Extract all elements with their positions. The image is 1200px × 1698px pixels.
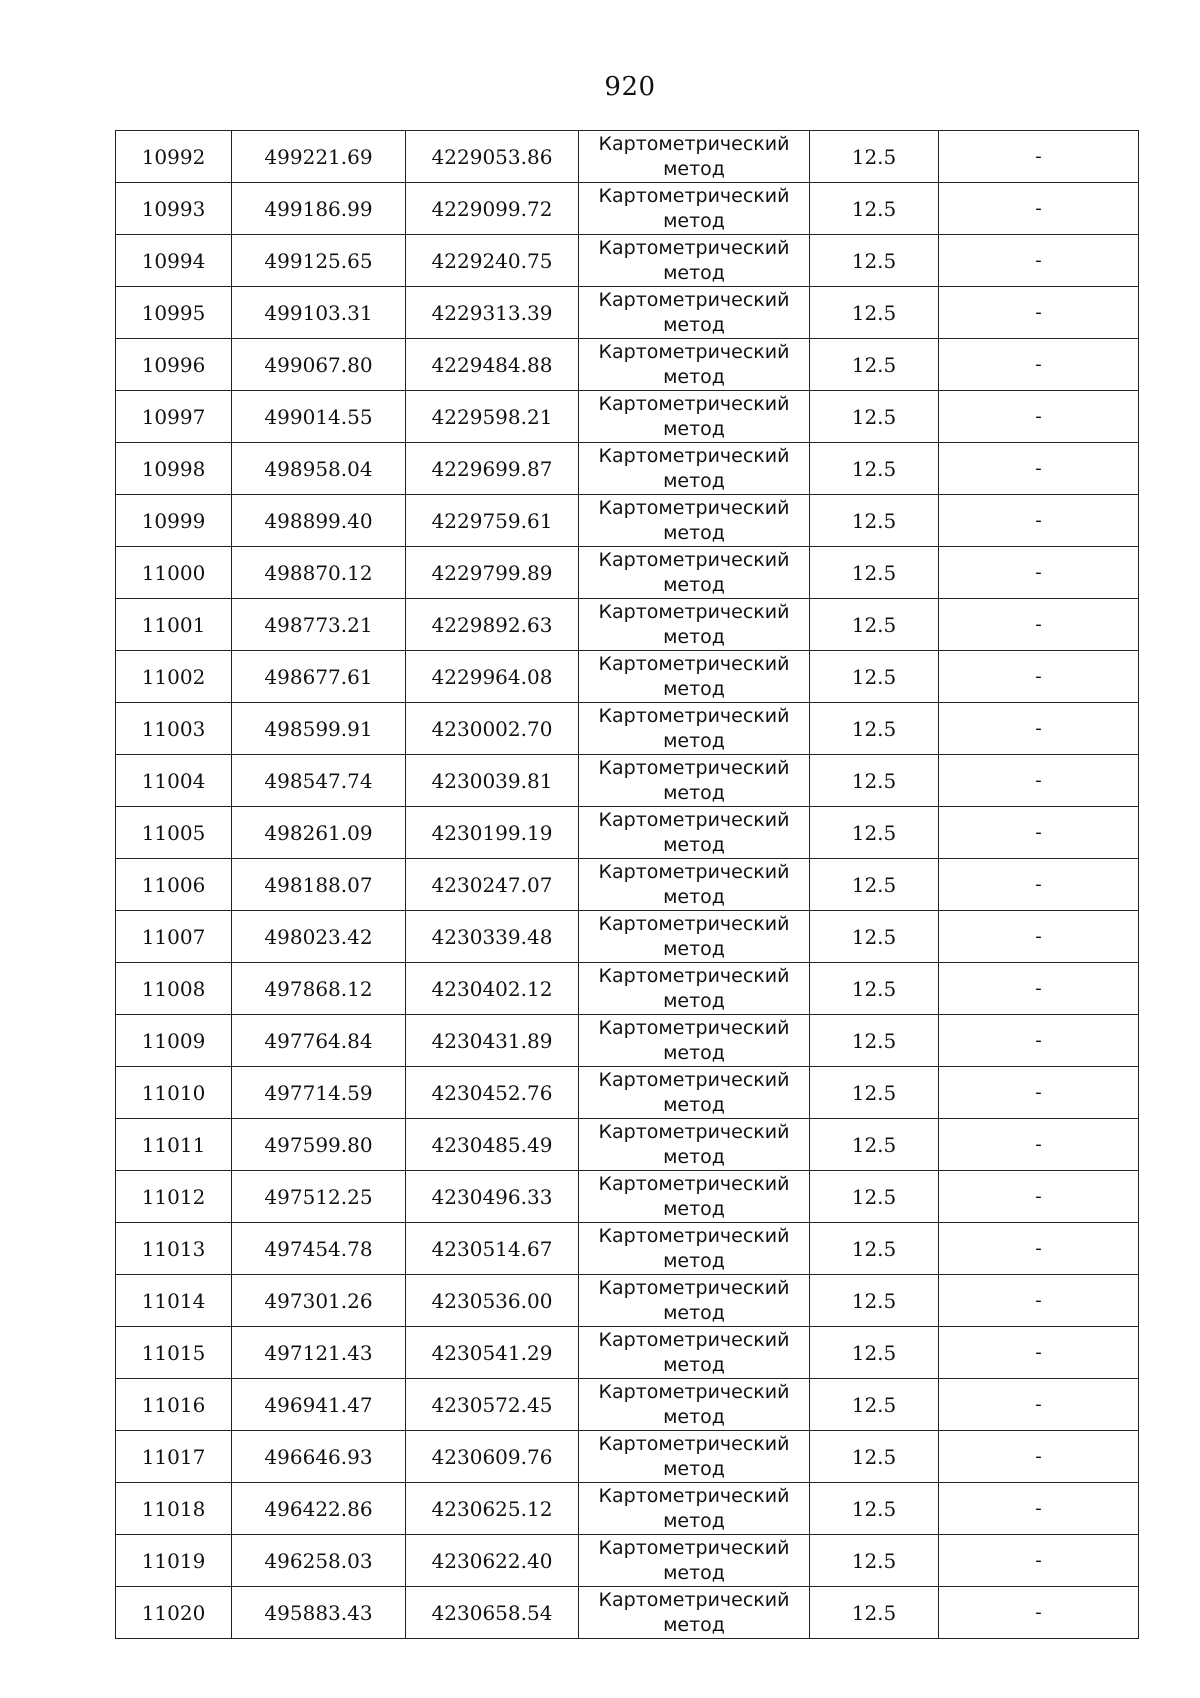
- method-line-1: Картометрический: [598, 444, 790, 467]
- x-coordinate-cell: 497764.84: [232, 1015, 406, 1067]
- point-number-cell: 11000: [116, 547, 232, 599]
- method-line-2: метод: [663, 365, 725, 388]
- table-row: [116, 1379, 1139, 1431]
- accuracy-cell: 12.5: [810, 1327, 939, 1379]
- point-number-cell: 10995: [116, 287, 232, 339]
- y-coordinate-cell: 4230622.40: [406, 1535, 579, 1587]
- x-coordinate-cell: 496422.86: [232, 1483, 406, 1535]
- method-line-2: метод: [663, 573, 725, 596]
- table-row: [116, 1483, 1139, 1535]
- method-line-2: метод: [663, 209, 725, 232]
- table-row: [116, 1275, 1139, 1327]
- table-row: [116, 1119, 1139, 1171]
- y-coordinate-cell: 4230485.49: [406, 1119, 579, 1171]
- method-line-1: Картометрический: [598, 860, 790, 883]
- method-cell: [579, 1379, 810, 1431]
- y-coordinate-cell: 4230514.67: [406, 1223, 579, 1275]
- method-line-1: Картометрический: [598, 392, 790, 415]
- x-coordinate-cell: 497714.59: [232, 1067, 406, 1119]
- method-line-1: Картометрический: [598, 288, 790, 311]
- note-cell: -: [939, 339, 1139, 391]
- method-line-1: Картометрический: [598, 1432, 790, 1455]
- point-number-cell: 10996: [116, 339, 232, 391]
- method-cell: [579, 1535, 810, 1587]
- table-row: [116, 495, 1139, 547]
- note-cell: -: [939, 911, 1139, 963]
- method-line-1: Картометрический: [598, 704, 790, 727]
- method-cell: [579, 1171, 810, 1223]
- point-number-cell: 11015: [116, 1327, 232, 1379]
- method-line-2: метод: [663, 1041, 725, 1064]
- x-coordinate-cell: 495883.43: [232, 1587, 406, 1639]
- x-coordinate-cell: 498773.21: [232, 599, 406, 651]
- method-line-2: метод: [663, 1249, 725, 1272]
- note-cell: -: [939, 807, 1139, 859]
- point-number-cell: 11002: [116, 651, 232, 703]
- y-coordinate-cell: 4229598.21: [406, 391, 579, 443]
- accuracy-cell: 12.5: [810, 703, 939, 755]
- y-coordinate-cell: 4230625.12: [406, 1483, 579, 1535]
- x-coordinate-cell: 498261.09: [232, 807, 406, 859]
- accuracy-cell: 12.5: [810, 1171, 939, 1223]
- table-row: [116, 599, 1139, 651]
- x-coordinate-cell: 498958.04: [232, 443, 406, 495]
- method-line-1: Картометрический: [598, 756, 790, 779]
- table-row: [116, 1431, 1139, 1483]
- method-cell: [579, 1327, 810, 1379]
- method-line-1: Картометрический: [598, 912, 790, 935]
- method-cell: [579, 859, 810, 911]
- x-coordinate-cell: 497512.25: [232, 1171, 406, 1223]
- method-line-1: Картометрический: [598, 964, 790, 987]
- method-cell: [579, 755, 810, 807]
- method-cell: [579, 235, 810, 287]
- table-row: [116, 339, 1139, 391]
- accuracy-cell: 12.5: [810, 183, 939, 235]
- point-number-cell: 11012: [116, 1171, 232, 1223]
- method-line-2: метод: [663, 521, 725, 544]
- note-cell: -: [939, 1275, 1139, 1327]
- accuracy-cell: 12.5: [810, 1379, 939, 1431]
- table-row: [116, 1587, 1139, 1639]
- method-line-2: метод: [663, 1613, 725, 1636]
- point-number-cell: 11003: [116, 703, 232, 755]
- accuracy-cell: 12.5: [810, 651, 939, 703]
- method-cell: [579, 963, 810, 1015]
- accuracy-cell: 12.5: [810, 755, 939, 807]
- method-line-1: Картометрический: [598, 548, 790, 571]
- y-coordinate-cell: 4230431.89: [406, 1015, 579, 1067]
- point-number-cell: 11006: [116, 859, 232, 911]
- point-number-cell: 10992: [116, 131, 232, 183]
- method-line-2: метод: [663, 1093, 725, 1116]
- point-number-cell: 11014: [116, 1275, 232, 1327]
- table-row: [116, 703, 1139, 755]
- x-coordinate-cell: 499186.99: [232, 183, 406, 235]
- table-row: [116, 183, 1139, 235]
- method-line-1: Картометрический: [598, 1484, 790, 1507]
- method-line-2: метод: [663, 469, 725, 492]
- method-cell: [579, 807, 810, 859]
- point-number-cell: 11007: [116, 911, 232, 963]
- method-cell: [579, 495, 810, 547]
- accuracy-cell: 12.5: [810, 1483, 939, 1535]
- accuracy-cell: 12.5: [810, 391, 939, 443]
- x-coordinate-cell: 498188.07: [232, 859, 406, 911]
- method-cell: [579, 651, 810, 703]
- method-line-2: метод: [663, 781, 725, 804]
- method-line-2: метод: [663, 989, 725, 1012]
- method-line-1: Картометрический: [598, 1016, 790, 1039]
- note-cell: -: [939, 131, 1139, 183]
- table-row: [116, 391, 1139, 443]
- note-cell: -: [939, 1483, 1139, 1535]
- x-coordinate-cell: 497868.12: [232, 963, 406, 1015]
- y-coordinate-cell: 4229964.08: [406, 651, 579, 703]
- method-line-1: Картометрический: [598, 1224, 790, 1247]
- y-coordinate-cell: 4230536.00: [406, 1275, 579, 1327]
- table-row: [116, 911, 1139, 963]
- point-number-cell: 11001: [116, 599, 232, 651]
- method-line-1: Картометрический: [598, 1380, 790, 1403]
- y-coordinate-cell: 4230572.45: [406, 1379, 579, 1431]
- x-coordinate-cell: 496646.93: [232, 1431, 406, 1483]
- table-row: [116, 1535, 1139, 1587]
- y-coordinate-cell: 4229892.63: [406, 599, 579, 651]
- accuracy-cell: 12.5: [810, 1067, 939, 1119]
- y-coordinate-cell: 4229484.88: [406, 339, 579, 391]
- method-line-2: метод: [663, 729, 725, 752]
- note-cell: -: [939, 1379, 1139, 1431]
- x-coordinate-cell: 498547.74: [232, 755, 406, 807]
- note-cell: -: [939, 1171, 1139, 1223]
- method-line-2: метод: [663, 625, 725, 648]
- method-line-1: Картометрический: [598, 184, 790, 207]
- method-line-2: метод: [663, 417, 725, 440]
- method-line-2: метод: [663, 937, 725, 960]
- accuracy-cell: 12.5: [810, 287, 939, 339]
- x-coordinate-cell: 498899.40: [232, 495, 406, 547]
- note-cell: -: [939, 1535, 1139, 1587]
- method-cell: [579, 1119, 810, 1171]
- y-coordinate-cell: 4229759.61: [406, 495, 579, 547]
- note-cell: -: [939, 755, 1139, 807]
- accuracy-cell: 12.5: [810, 859, 939, 911]
- note-cell: -: [939, 651, 1139, 703]
- method-line-1: Картометрический: [598, 496, 790, 519]
- point-number-cell: 11008: [116, 963, 232, 1015]
- method-cell: [579, 1275, 810, 1327]
- point-number-cell: 11013: [116, 1223, 232, 1275]
- method-line-1: Картометрический: [598, 1588, 790, 1611]
- note-cell: -: [939, 1327, 1139, 1379]
- note-cell: -: [939, 391, 1139, 443]
- method-line-1: Картометрический: [598, 236, 790, 259]
- table-row: [116, 1171, 1139, 1223]
- x-coordinate-cell: 497301.26: [232, 1275, 406, 1327]
- y-coordinate-cell: 4229313.39: [406, 287, 579, 339]
- method-line-1: Картометрический: [598, 1068, 790, 1091]
- note-cell: -: [939, 1067, 1139, 1119]
- table-row: [116, 287, 1139, 339]
- method-cell: [579, 183, 810, 235]
- method-line-2: метод: [663, 1197, 725, 1220]
- method-line-1: Картометрический: [598, 340, 790, 363]
- method-cell: [579, 391, 810, 443]
- note-cell: -: [939, 547, 1139, 599]
- accuracy-cell: 12.5: [810, 911, 939, 963]
- method-line-1: Картометрический: [598, 1328, 790, 1351]
- method-line-1: Картометрический: [598, 1120, 790, 1143]
- table-row: [116, 1327, 1139, 1379]
- x-coordinate-cell: 498677.61: [232, 651, 406, 703]
- y-coordinate-cell: 4230541.29: [406, 1327, 579, 1379]
- y-coordinate-cell: 4230452.76: [406, 1067, 579, 1119]
- point-number-cell: 10999: [116, 495, 232, 547]
- x-coordinate-cell: 499221.69: [232, 131, 406, 183]
- table-row: [116, 1223, 1139, 1275]
- point-number-cell: 10993: [116, 183, 232, 235]
- y-coordinate-cell: 4230247.07: [406, 859, 579, 911]
- accuracy-cell: 12.5: [810, 235, 939, 287]
- method-line-2: метод: [663, 833, 725, 856]
- point-number-cell: 11017: [116, 1431, 232, 1483]
- note-cell: -: [939, 287, 1139, 339]
- accuracy-cell: 12.5: [810, 1223, 939, 1275]
- method-cell: [579, 1067, 810, 1119]
- method-line-2: метод: [663, 157, 725, 180]
- note-cell: -: [939, 1015, 1139, 1067]
- table-row: [116, 651, 1139, 703]
- method-line-1: Картометрический: [598, 652, 790, 675]
- table-row: [116, 443, 1139, 495]
- method-line-2: метод: [663, 1301, 725, 1324]
- y-coordinate-cell: 4229099.72: [406, 183, 579, 235]
- accuracy-cell: 12.5: [810, 1535, 939, 1587]
- point-number-cell: 11005: [116, 807, 232, 859]
- accuracy-cell: 12.5: [810, 131, 939, 183]
- x-coordinate-cell: 498023.42: [232, 911, 406, 963]
- method-line-2: метод: [663, 1509, 725, 1532]
- accuracy-cell: 12.5: [810, 1275, 939, 1327]
- accuracy-cell: 12.5: [810, 443, 939, 495]
- accuracy-cell: 12.5: [810, 807, 939, 859]
- x-coordinate-cell: 497599.80: [232, 1119, 406, 1171]
- method-cell: [579, 1015, 810, 1067]
- note-cell: -: [939, 963, 1139, 1015]
- table-row: [116, 1015, 1139, 1067]
- method-line-2: метод: [663, 261, 725, 284]
- y-coordinate-cell: 4230339.48: [406, 911, 579, 963]
- note-cell: -: [939, 495, 1139, 547]
- method-line-1: Картометрический: [598, 1276, 790, 1299]
- note-cell: -: [939, 235, 1139, 287]
- note-cell: -: [939, 1119, 1139, 1171]
- method-cell: [579, 911, 810, 963]
- method-line-2: метод: [663, 1145, 725, 1168]
- method-cell: [579, 443, 810, 495]
- table-row: [116, 131, 1139, 183]
- method-cell: [579, 1587, 810, 1639]
- table-row: [116, 1067, 1139, 1119]
- note-cell: -: [939, 1587, 1139, 1639]
- note-cell: -: [939, 1223, 1139, 1275]
- method-line-2: метод: [663, 1561, 725, 1584]
- point-number-cell: 11018: [116, 1483, 232, 1535]
- x-coordinate-cell: 498599.91: [232, 703, 406, 755]
- method-cell: [579, 547, 810, 599]
- method-cell: [579, 599, 810, 651]
- method-line-1: Картометрический: [598, 1172, 790, 1195]
- table-row: [116, 235, 1139, 287]
- note-cell: -: [939, 443, 1139, 495]
- y-coordinate-cell: 4229799.89: [406, 547, 579, 599]
- point-number-cell: 10994: [116, 235, 232, 287]
- x-coordinate-cell: 496258.03: [232, 1535, 406, 1587]
- table-row: [116, 859, 1139, 911]
- x-coordinate-cell: 499103.31: [232, 287, 406, 339]
- table-row: [116, 547, 1139, 599]
- table-row: [116, 963, 1139, 1015]
- accuracy-cell: 12.5: [810, 547, 939, 599]
- y-coordinate-cell: 4229240.75: [406, 235, 579, 287]
- x-coordinate-cell: 498870.12: [232, 547, 406, 599]
- x-coordinate-cell: 499125.65: [232, 235, 406, 287]
- point-number-cell: 11019: [116, 1535, 232, 1587]
- y-coordinate-cell: 4230609.76: [406, 1431, 579, 1483]
- point-number-cell: 11009: [116, 1015, 232, 1067]
- x-coordinate-cell: 499067.80: [232, 339, 406, 391]
- y-coordinate-cell: 4230658.54: [406, 1587, 579, 1639]
- note-cell: -: [939, 859, 1139, 911]
- point-number-cell: 11010: [116, 1067, 232, 1119]
- method-line-2: метод: [663, 313, 725, 336]
- x-coordinate-cell: 497454.78: [232, 1223, 406, 1275]
- method-line-1: Картометрический: [598, 1536, 790, 1559]
- x-coordinate-cell: 497121.43: [232, 1327, 406, 1379]
- point-number-cell: 11004: [116, 755, 232, 807]
- page-number: 920: [604, 72, 656, 102]
- method-line-1: Картометрический: [598, 132, 790, 155]
- method-line-2: метод: [663, 1353, 725, 1376]
- method-line-2: метод: [663, 677, 725, 700]
- y-coordinate-cell: 4230402.12: [406, 963, 579, 1015]
- y-coordinate-cell: 4229699.87: [406, 443, 579, 495]
- note-cell: -: [939, 599, 1139, 651]
- method-cell: [579, 1223, 810, 1275]
- point-number-cell: 11011: [116, 1119, 232, 1171]
- method-line-2: метод: [663, 1405, 725, 1428]
- y-coordinate-cell: 4230496.33: [406, 1171, 579, 1223]
- method-line-2: метод: [663, 1457, 725, 1480]
- note-cell: -: [939, 183, 1139, 235]
- point-number-cell: 11016: [116, 1379, 232, 1431]
- accuracy-cell: 12.5: [810, 339, 939, 391]
- method-cell: [579, 339, 810, 391]
- coordinates-table: [115, 130, 1139, 1639]
- method-cell: [579, 131, 810, 183]
- method-cell: [579, 1483, 810, 1535]
- y-coordinate-cell: 4230002.70: [406, 703, 579, 755]
- y-coordinate-cell: 4230199.19: [406, 807, 579, 859]
- point-number-cell: 10997: [116, 391, 232, 443]
- accuracy-cell: 12.5: [810, 1587, 939, 1639]
- table-row: [116, 755, 1139, 807]
- accuracy-cell: 12.5: [810, 599, 939, 651]
- method-line-1: Картометрический: [598, 600, 790, 623]
- x-coordinate-cell: 496941.47: [232, 1379, 406, 1431]
- method-cell: [579, 1431, 810, 1483]
- method-line-1: Картометрический: [598, 808, 790, 831]
- accuracy-cell: 12.5: [810, 1431, 939, 1483]
- method-cell: [579, 287, 810, 339]
- accuracy-cell: 12.5: [810, 495, 939, 547]
- y-coordinate-cell: 4229053.86: [406, 131, 579, 183]
- note-cell: -: [939, 703, 1139, 755]
- table-row: [116, 807, 1139, 859]
- table-body: [116, 131, 1139, 1639]
- accuracy-cell: 12.5: [810, 1015, 939, 1067]
- accuracy-cell: 12.5: [810, 963, 939, 1015]
- point-number-cell: 11020: [116, 1587, 232, 1639]
- method-line-2: метод: [663, 885, 725, 908]
- y-coordinate-cell: 4230039.81: [406, 755, 579, 807]
- method-cell: [579, 703, 810, 755]
- point-number-cell: 10998: [116, 443, 232, 495]
- x-coordinate-cell: 499014.55: [232, 391, 406, 443]
- note-cell: -: [939, 1431, 1139, 1483]
- accuracy-cell: 12.5: [810, 1119, 939, 1171]
